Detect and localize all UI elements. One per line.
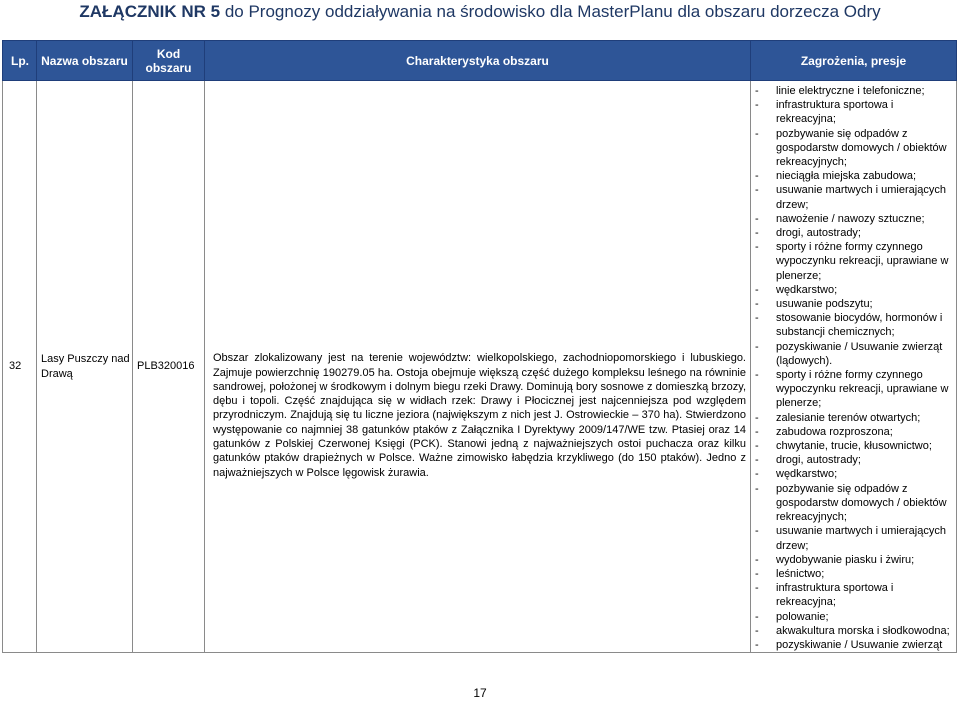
threat-item: - pozbywanie się odpadów z gospodarstw domowych / obiektów rekreacyjnych; [751, 482, 952, 525]
column-header-lp: Lp. [3, 41, 37, 81]
threat-list [751, 81, 956, 652]
threat-item: - usuwanie martwych i umierających drzew; [751, 524, 952, 552]
threat-item: - infrastruktura sportowa i rekreacyjna; [751, 98, 952, 126]
threat-item: - linie elektryczne i telefoniczne; [751, 84, 952, 98]
column-header-description: Charakterystyka obszaru [205, 41, 751, 81]
threat-item: - pozyskiwanie / Usuwanie zwierząt [751, 638, 952, 652]
table-header-row [3, 41, 957, 81]
threat-item: - pozbywanie się odpadów z gospodarstw domowych / obiektów rekreacyjnych; [751, 127, 952, 170]
description-text: Obszar zlokalizowany jest na terenie województw: wielkopolskiego, zachodniopomorskiego i lubuskiego. Zajmuje powierzchnię 190279.05 ha. Ostoja obejmuje większą część dużego kompleksu leśnego na równinie sandrowej, położonej w środkowym i dolnym biegu rzeki Drawy. Dominują bory sosnowe z domieszką brzozy, dębu i topoli. Część znajdująca się w widłach rzek: Drawy i Płocicznej jest najcenniejsza pod względem przyrodniczym. Znajdują się tu liczne jeziora (największym z nich jest J. Ostrowieckie – 370 ha). Stwierdzono występowanie co najmniej 38 gatunków ptaków z Załącznika I Dyrektywy 2009/147/WE tzw. Ptasiej oraz 14 gatunków z Polskiej Czerwonej Księgi (PCK). Stanowi jedną z najważniejszych ostoi puchacza oraz kilku gatunków ptaków drapieżnych w Polsce. Ważne zimowisko łabędzia krzykliwego (do 150 ptaków). Jedno z najważniejszych w Polsce lęgowisk żurawia. [213, 352, 746, 479]
cell-description [205, 81, 751, 653]
cell-area-code: PLB320016 [133, 81, 205, 653]
threat-item: - akwakultura morska i słodkowodna; [751, 624, 952, 638]
cell-lp: 32 [3, 81, 37, 653]
table-row [3, 81, 957, 653]
title-rest: do Prognozy oddziaływania na środowisko dla MasterPlanu dla obszaru dorzecza Odry [220, 2, 881, 21]
threat-item: - nieciągła miejska zabudowa; [751, 169, 952, 183]
threat-item: - leśnictwo; [751, 567, 952, 581]
threat-item: - usuwanie martwych i umierających drzew; [751, 183, 952, 211]
threat-item: - chwytanie, trucie, kłusownictwo; [751, 439, 952, 453]
threat-item: - infrastruktura sportowa i rekreacyjna; [751, 581, 952, 609]
threat-item: - stosowanie biocydów, hormonów i substancji chemicznych; [751, 311, 952, 339]
cell-threats [751, 81, 957, 653]
threat-item: - polowanie; [751, 610, 952, 624]
column-header-threats: Zagrożenia, presje [751, 41, 957, 81]
threat-item: - drogi, autostrady; [751, 453, 952, 467]
threat-item: - pozyskiwanie / Usuwanie zwierząt (lądowych). [751, 340, 952, 368]
areas-table [2, 40, 957, 653]
threat-item: - wędkarstwo; [751, 283, 952, 297]
threat-item: - wydobywanie piasku i żwiru; [751, 553, 952, 567]
threat-item: - sporty i różne formy czynnego wypoczynku rekreacji, uprawiane w plenerze; [751, 368, 952, 411]
threat-item: - drogi, autostrady; [751, 226, 952, 240]
threat-item: - wędkarstwo; [751, 467, 952, 481]
column-header-name: Nazwa obszaru [37, 41, 133, 81]
title-bold: ZAŁĄCZNIK NR 5 [79, 2, 221, 21]
threat-item: - nawożenie / nawozy sztuczne; [751, 212, 952, 226]
column-header-code: Kod obszaru [133, 41, 205, 81]
threat-item: - zabudowa rozproszona; [751, 425, 952, 439]
document-title [0, 0, 960, 26]
threat-item: - zalesianie terenów otwartych; [751, 411, 952, 425]
page-number: 17 [473, 686, 487, 700]
cell-area-name: Lasy Puszczy nad Drawą [37, 81, 133, 653]
threat-item: - sporty i różne formy czynnego wypoczynku rekreacji, uprawiane w plenerze; [751, 240, 952, 283]
threat-item: - usuwanie podszytu; [751, 297, 952, 311]
